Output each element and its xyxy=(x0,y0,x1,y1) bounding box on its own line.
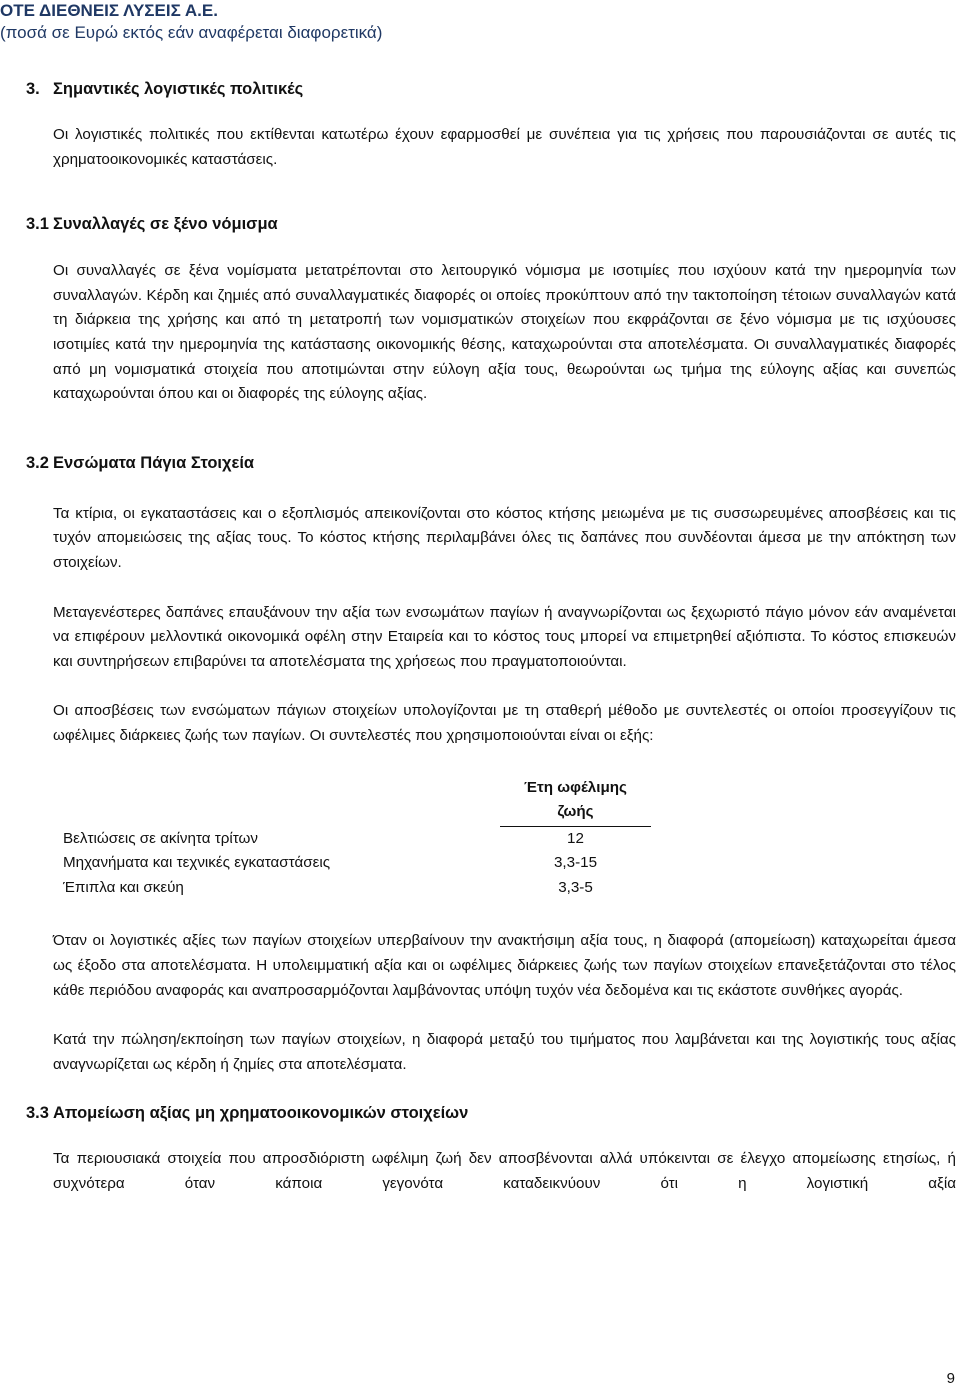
section-title: Απομείωση αξίας μη χρηματοοικονομικών στοιχείων xyxy=(53,1104,469,1123)
paragraph: Τα κτίρια, οι εγκαταστάσεις και ο εξοπλισμός απεικονίζονται στο κόστος κτήσης μειωμένα με τις συσσωρευμένες αποσβέσεις και τις τυχόν απομειώσεις της αξίας τους. Το κόστος κτήσης περιλαμβάνει όλες τις δαπάνες που συνδέονται άμεσα με την απόκτηση των στοιχείων. xyxy=(53,504,956,571)
asset-category: Μηχανήματα και τεχνικές εγκαταστάσεις xyxy=(63,854,331,872)
asset-category: Έπιπλα και σκεύη xyxy=(63,878,184,896)
paragraph: Οι λογιστικές πολιτικές που εκτίθενται κατωτέρω έχουν εφαρμοσθεί με συνέπεια για τις χρήσεις που παρουσιάζονται σε αυτές τις χρηματοοικονομικές καταστάσεις. xyxy=(53,126,956,168)
section-title: Σημαντικές λογιστικές πολιτικές xyxy=(53,80,304,98)
section-heading xyxy=(26,77,956,102)
useful-life-years: 3,3-5 xyxy=(558,878,593,896)
currency-note: (ποσά σε Ευρώ εκτός εάν αναφέρεται διαφορετικά) xyxy=(0,23,383,42)
section-3-1 xyxy=(26,212,956,407)
useful-life-years: 3,3-15 xyxy=(553,854,598,872)
paragraph: Τα περιουσιακά στοιχεία που απροσδιόριστη ωφέλιμη ζωή δεν αποσβένονται αλλά υπόκεινται σε έλεγχο απομείωσης ετησίως, ή συχνότερα όταν κάποια γεγονότα καταδεικνύουν ότι η λογιστική αξία xyxy=(53,1150,956,1193)
section-title: Ενσώματα Πάγια Στοιχεία xyxy=(53,453,255,472)
section-3 xyxy=(26,77,956,172)
table-row xyxy=(63,826,651,851)
section-3-3 xyxy=(26,1101,956,1196)
company-title: ΟΤΕ ΔΙΕΘΝΕΙΣ ΛΥΣΕΙΣ Α.Ε. xyxy=(0,1,218,20)
document-body xyxy=(26,77,956,1197)
table-row xyxy=(63,876,651,901)
section-heading xyxy=(26,451,956,476)
paragraph: Οι συναλλαγές σε ξένα νομίσματα μετατρέπονται στο λειτουργικό νόμισμα με ισοτιμίες που ισχύουν κατά την ημερομηνία των συναλλαγών. Κέρδη και ζημιές από συναλλαγματικές διαφορές οι οποίες προκύπτουν από την τακτοποίηση τέτοιων συναλλαγών κατά τη διάρκεια της χρήσης και από τη μετατροπή των νομισματικών στοιχείων που εκφράζονται σε ξένο νόμισμα με τις ισχύουσες ισοτιμίες κατά την ημερομηνία της κατάστασης οικονομικής θέσης, καταχωρούνται στα αποτελέσματα. Οι συναλλαγματικές διαφορές από μη νομισματικά στοιχεία που αποτιμώνται στην εύλογη αξία τους, θεωρούνται ως τμήμα της εύλογης αξίας και συνεπώς καταχωρούνται όπου και οι διαφορές της εύλογης αξίας. xyxy=(53,262,956,403)
table-header-years: Έτη ωφέλιμης ζωής xyxy=(500,776,651,827)
paragraph: Οι αποσβέσεις των ενσώματων πάγιων στοιχείων υπολογίζονται με τη σταθερή μέθοδο με συντελεστές οι οποίοι προσεγγίζουν τις ωφέλιμες διάρκειες ζωής των παγίων. Οι συντελεστές που χρησιμοποιούνται είναι οι εξής: xyxy=(53,702,956,744)
useful-life-years: 12 xyxy=(567,829,584,847)
paragraph: Όταν οι λογιστικές αξίες των παγίων στοιχείων υπερβαίνουν την ανακτήσιμη αξία τους, η διαφορά (απομείωση) καταχωρείται άμεσα ως έξοδο στα αποτελέσματα. Η υπολειμματική αξία και οι ωφέλιμες διάρκειες ζωής των παγίων στοιχείων επανεξετάζονται στο τέλος κάθε περιόδου αναφοράς και αναπροσαρμόζονται λαμβάνοντας υπόψη τυχόν νέα δεδομένα και τις εκάστοτε συνθήκες αγοράς. xyxy=(53,932,956,999)
page-number: 9 xyxy=(946,1370,955,1387)
running-header xyxy=(0,0,960,44)
section-3-2 xyxy=(26,451,956,1078)
section-number: 3.3 xyxy=(26,1104,49,1123)
section-number: 3. xyxy=(26,80,40,98)
section-heading xyxy=(26,212,956,237)
useful-life-table xyxy=(63,776,651,901)
section-number: 3.1 xyxy=(26,215,49,234)
section-number: 3.2 xyxy=(26,453,49,472)
paragraph: Μεταγενέστερες δαπάνες επαυξάνουν την αξία των ενσωμάτων παγίων ή αναγνωρίζονται ως ξεχωριστό πάγιο μόνον εάν αναμένεται να επιφέρουν μελλοντικά οικονομικά οφέλη στην Εταιρεία και το κόστος τους μπορεί να επιμετρηθεί αξιόπιστα. Το κόστος επισκευών και συντηρήσεων επιβαρύνει τα αποτελέσματα της χρήσεως που πραγματοποιούνται. xyxy=(53,603,956,670)
section-heading xyxy=(26,1101,956,1126)
asset-category: Βελτιώσεις σε ακίνητα τρίτων xyxy=(63,829,258,847)
table-row xyxy=(63,851,651,876)
paragraph: Κατά την πώληση/εκποίηση των παγίων στοιχείων, η διαφορά μεταξύ του τιμήματος που λαμβάνεται και της λογιστικής τους αξίας αναγνωρίζεται ως κέρδη ή ζημίες στα αποτελέσματα. xyxy=(53,1031,956,1073)
section-title: Συναλλαγές σε ξένο νόμισμα xyxy=(53,215,278,234)
